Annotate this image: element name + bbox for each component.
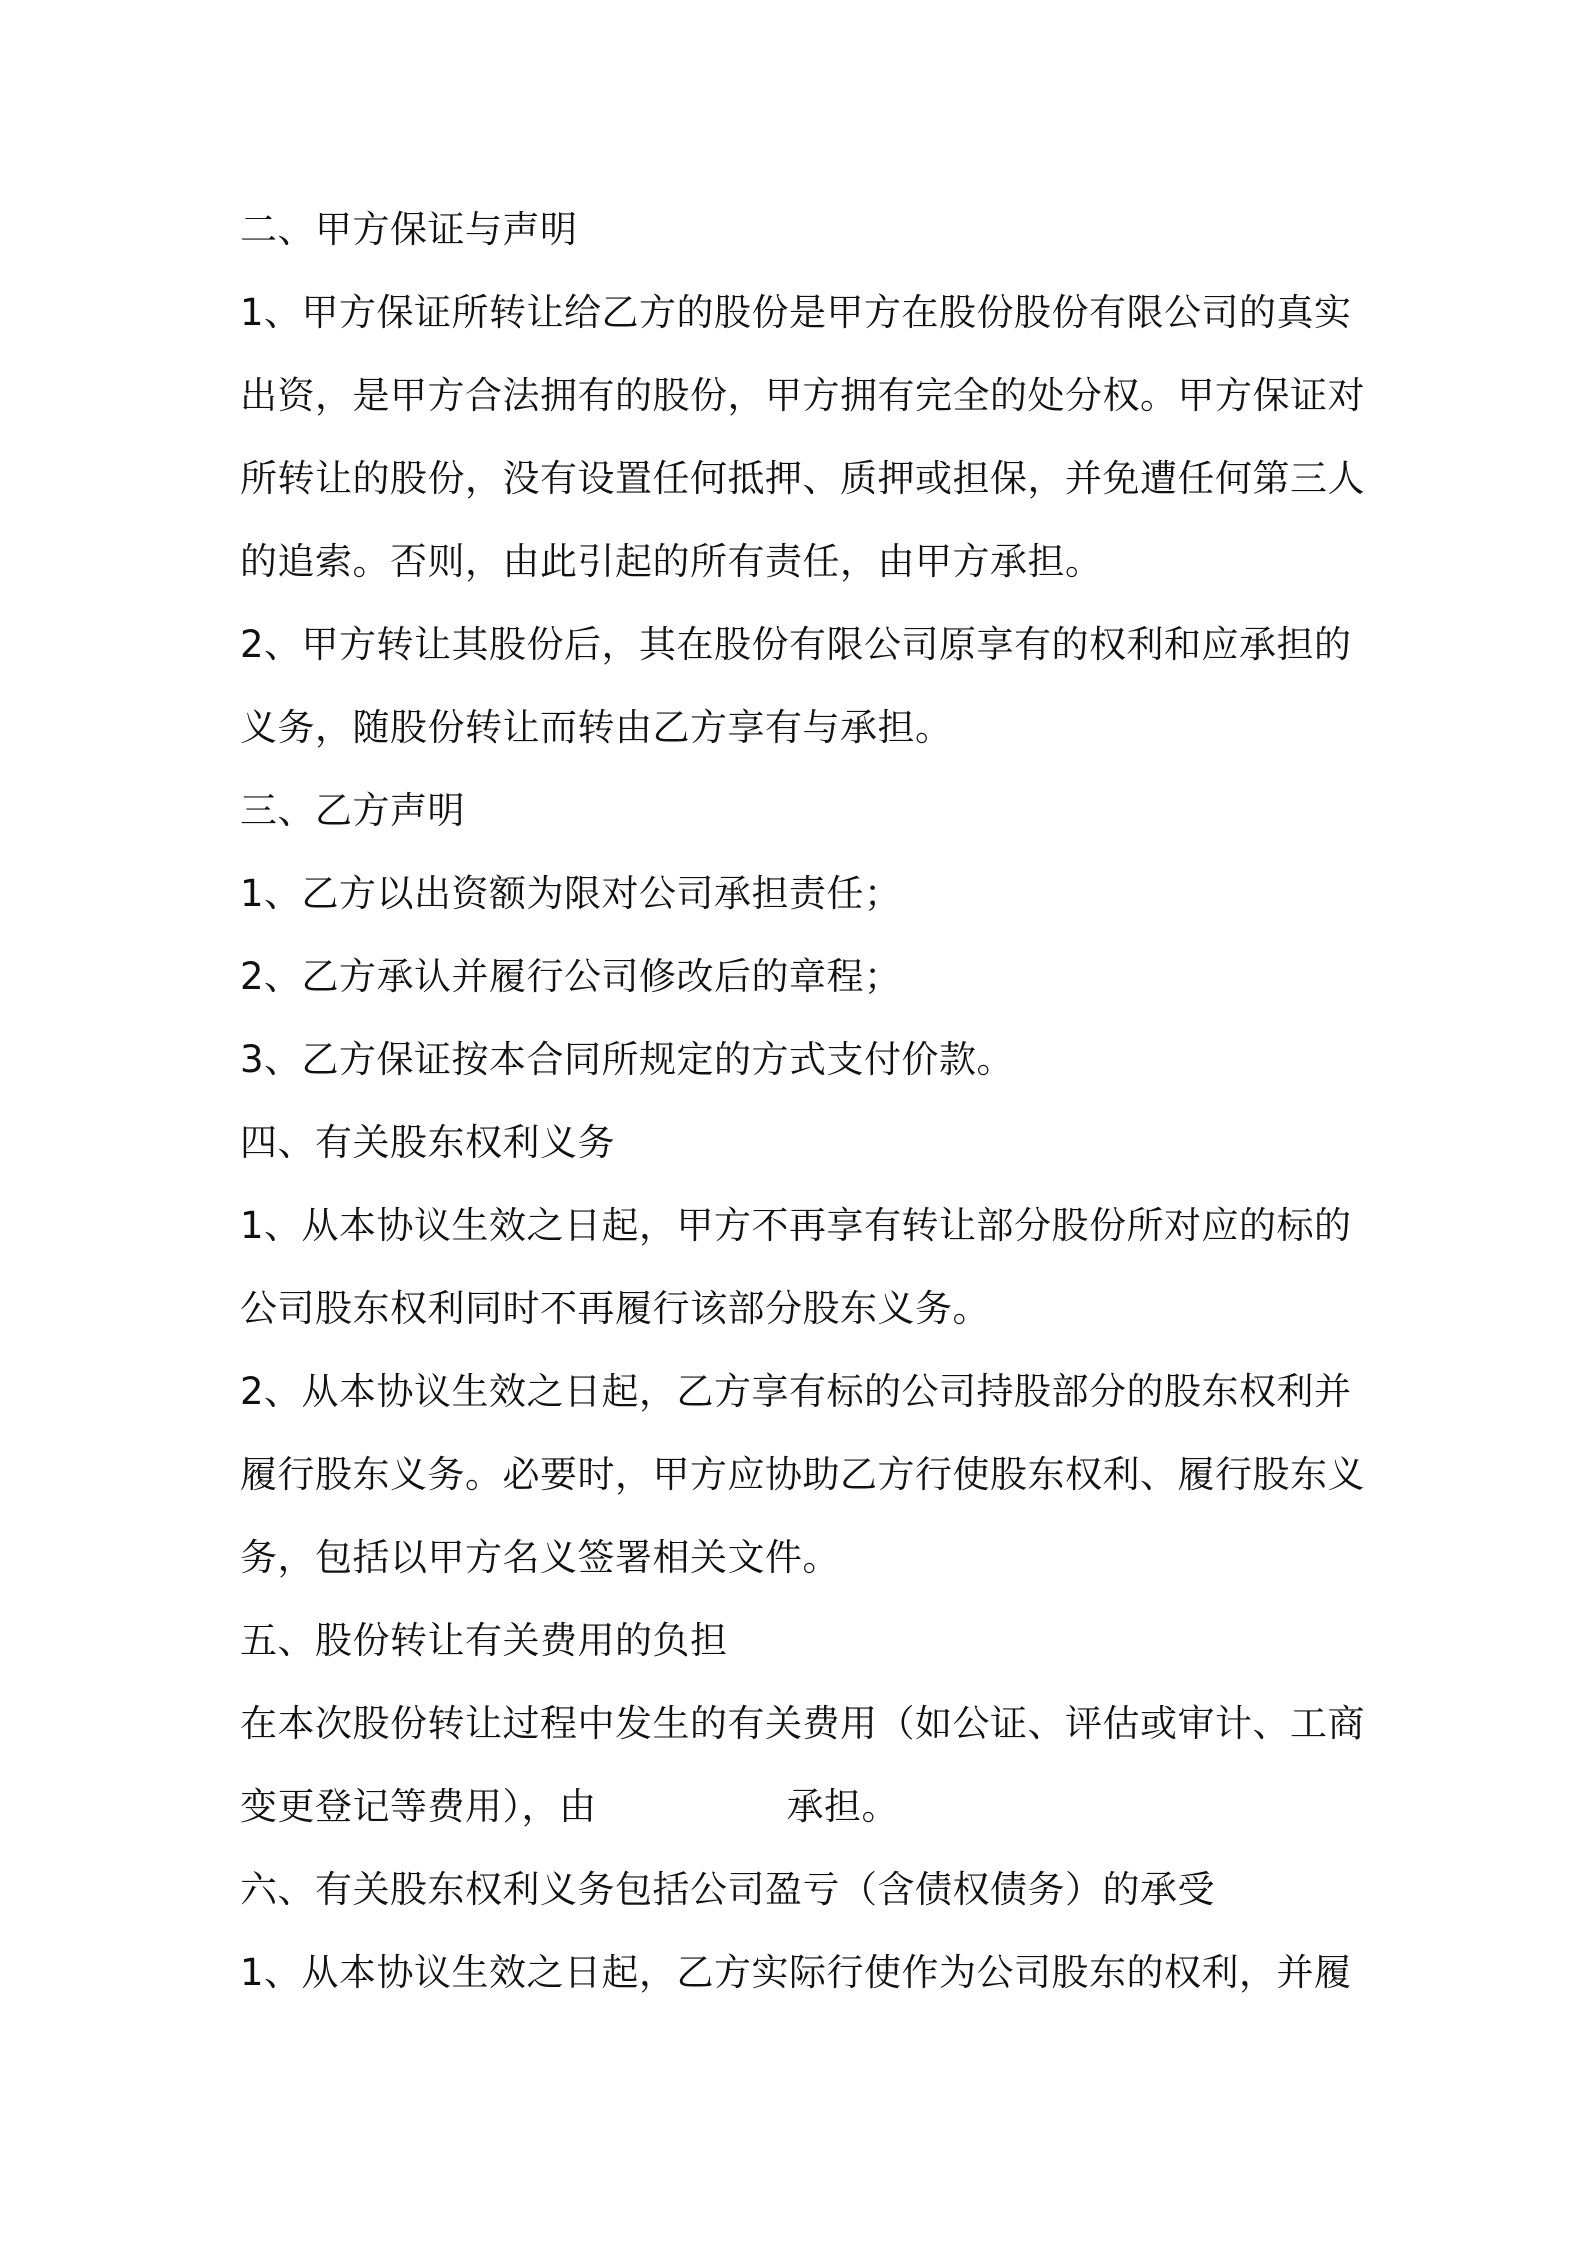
section-heading-party-b-declaration: 三、乙方声明 — [240, 789, 465, 832]
paragraph-line: 履行股东义务。必要时，甲方应协助乙方行使股东权利、履行股东义 — [240, 1453, 1365, 1496]
paragraph-line: 公司股东权利同时不再履行该部分股东义务。 — [240, 1287, 990, 1330]
fee-bearer-line — [240, 1782, 1370, 1832]
section-heading-shareholder-rights: 四、有关股东权利义务 — [240, 1121, 615, 1164]
paragraph-line: 2、甲方转让其股份后，其在股份有限公司原享有的权利和应承担的 — [240, 623, 1352, 666]
fee-line-suffix: 承担。 — [786, 1785, 899, 1828]
paragraph-line: 2、乙方承认并履行公司修改后的章程； — [240, 955, 902, 998]
paragraph-line: 出资，是甲方合法拥有的股份，甲方拥有完全的处分权。甲方保证对 — [240, 374, 1365, 417]
paragraph-line: 的追索。否则，由此引起的所有责任，由甲方承担。 — [240, 540, 1103, 583]
paragraph-line: 2、从本协议生效之日起，乙方享有标的公司持股部分的股东权利并 — [240, 1370, 1352, 1413]
section-heading-transfer-fees: 五、股份转让有关费用的负担 — [240, 1619, 728, 1662]
section-heading-profit-loss: 六、有关股东权利义务包括公司盈亏（含债权债务）的承受 — [240, 1868, 1215, 1911]
paragraph-line: 务，包括以甲方名义签署相关文件。 — [240, 1536, 840, 1579]
section-heading-party-a-guarantee: 二、甲方保证与声明 — [240, 208, 578, 251]
paragraph-line: 义务，随股份转让而转由乙方享有与承担。 — [240, 706, 953, 749]
paragraph-line: 3、乙方保证按本合同所规定的方式支付价款。 — [240, 1038, 1015, 1081]
paragraph-line: 所转让的股份，没有设置任何抵押、质押或担保，并免遭任何第三人 — [240, 457, 1365, 500]
paragraph-line: 1、乙方以出资额为限对公司承担责任； — [240, 872, 902, 915]
paragraph-line: 在本次股份转让过程中发生的有关费用（如公证、评估或审计、工商 — [240, 1702, 1365, 1745]
paragraph-line: 1、从本协议生效之日起，甲方不再享有转让部分股份所对应的标的 — [240, 1204, 1352, 1247]
fee-line-prefix: 变更登记等费用），由 — [240, 1785, 597, 1828]
paragraph-line: 1、从本协议生效之日起，乙方实际行使作为公司股东的权利，并履 — [240, 1951, 1352, 1994]
paragraph-line: 1、甲方保证所转让给乙方的股份是甲方在股份股份有限公司的真实 — [240, 291, 1352, 334]
